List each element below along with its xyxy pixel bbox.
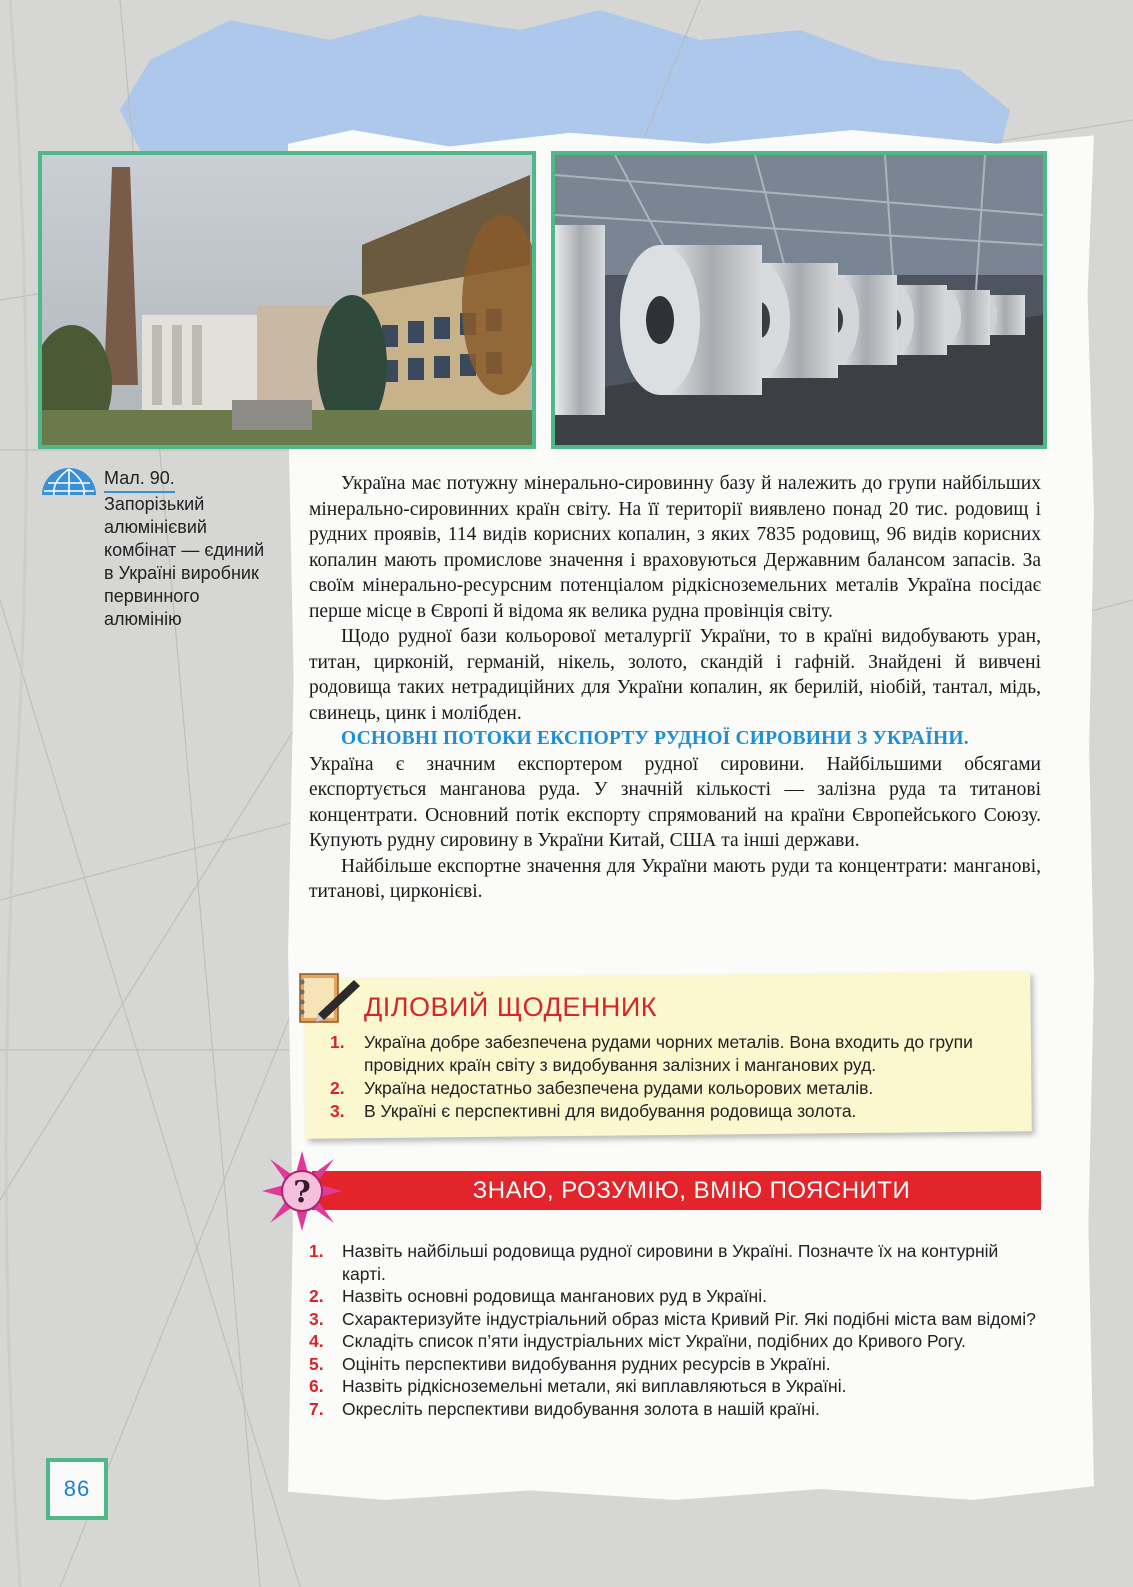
questions-list xyxy=(309,1240,1043,1420)
page-number: 86 xyxy=(46,1458,108,1520)
paragraph: Щодо рудної бази кольорової металургії України, то в країні видобувають уран, титан, цирконій, германій, нікель, золото, скандій і гафній. Знайдені й вивчені родовища таких нетрадиційних для України копалин, як берилій, ніобій, тантал, мідь, свинець, цинк і молібден. xyxy=(309,626,1041,724)
item-text: Оцініть перспективи видобування рудних ресурсів в Україні. xyxy=(342,1353,831,1374)
item-text: Складіть список п’яти індустріальних міст України, подібних до Кривого Рогу. xyxy=(342,1331,966,1351)
item-number: 1. xyxy=(330,1032,345,1052)
item-number: 1. xyxy=(309,1241,324,1261)
item-text: Схарактеризуйте індустріальний образ міста Кривий Ріг. Які подібні міста вам відомі? xyxy=(342,1308,1036,1329)
questions-banner-title: ЗНАЮ, РОЗУМІЮ, ВМІЮ ПОЯСНИТИ xyxy=(472,1177,911,1204)
list-item xyxy=(309,1240,1043,1285)
item-number: 5. xyxy=(309,1353,324,1374)
item-text: Україна добре забезпечена рудами чорних металів. Вона входить до групи провідних країн світу з видобування залізних і манганових руд. xyxy=(364,1032,973,1075)
svg-text:?: ? xyxy=(293,1175,311,1210)
item-text: Назвіть рідкісноземельні метали, які виплавляються в Україні. xyxy=(342,1376,847,1396)
question-star-icon xyxy=(260,1149,344,1233)
item-text: Назвіть основні родовища манганових руд в Україні. xyxy=(342,1286,767,1306)
list-item xyxy=(309,1375,1043,1398)
list-item xyxy=(309,1330,1043,1353)
item-text: В Україні є перспективні для видобування родовища золота. xyxy=(364,1101,857,1121)
section-heading: ОСНОВНІ ПОТОКИ ЕКСПОРТУ РУДНОЇ СИРОВИНИ З УКРАЇНИ. xyxy=(341,728,969,749)
paragraph: Україна є значним експортером рудної сировини. Найбільшими обсягами експортується манганова руда. У значній кількості — залізна руда та титанові концентрати. Основний потік експорту спрямований на країни Європейського Союзу. Купують рудну сировину в України Китай, США та інші держави. xyxy=(309,753,1041,851)
item-number: 2. xyxy=(330,1078,345,1098)
photo-aluminium-coils xyxy=(551,151,1047,449)
item-number: 7. xyxy=(309,1398,324,1419)
list-item xyxy=(309,1353,1043,1376)
notebook-title: ДІЛОВИЙ ЩОДЕННИК xyxy=(364,992,657,1022)
item-text: Україна недостатньо забезпечена рудами кольорових металів. xyxy=(364,1078,874,1098)
item-number: 2. xyxy=(309,1286,324,1306)
figure-caption-text: Запорізький алюмінієвий комбінат — єдиний в Україні виробник первинного алюмінію xyxy=(104,494,265,629)
body-text xyxy=(309,471,1041,905)
item-text: Окресліть перспективи видобування золота в нашій країні. xyxy=(342,1398,820,1419)
figure-caption xyxy=(104,467,269,631)
section-heading-paragraph xyxy=(309,726,1041,752)
item-number: 3. xyxy=(330,1101,345,1121)
paragraph: Найбільше експортне значення для України мають руди та концентрати: манганові, титанові, цирконієві. xyxy=(309,855,1041,902)
paragraph: Україна має потужну мінерально-сировинну базу й належить до групи найбільших мінерально-сировинних країн світу. На її території виявлено понад 20 тис. родовищ і рудних проявів, 114 видів корисних копалин, з яких 7835 родовищ, 96 видів корисних копалин мають промислове значення і враховуються Державним балансом запасів. За своїм мінерально-ресурсним потенціалом рідкісноземельних металів Україна посідає перше місце в Європі й відома як велика рудна провінція світу. xyxy=(309,473,1041,622)
notebook-list xyxy=(330,1031,1000,1123)
photo-aluminium-plant xyxy=(38,151,536,449)
list-item xyxy=(330,1100,1000,1123)
figure-number: Мал. 90. xyxy=(104,467,175,493)
item-text: Назвіть найбільші родовища рудної сировини в Україні. Позначте їх на контурній карті. xyxy=(342,1241,999,1284)
list-item xyxy=(309,1308,1043,1331)
list-item xyxy=(309,1398,1043,1421)
item-number: 3. xyxy=(309,1308,324,1329)
list-item xyxy=(330,1031,1000,1077)
item-number: 4. xyxy=(309,1331,324,1351)
list-item xyxy=(309,1285,1043,1308)
list-item xyxy=(330,1077,1000,1100)
item-number: 6. xyxy=(309,1376,324,1396)
globe-icon xyxy=(40,463,98,495)
notebook-pen-icon xyxy=(296,970,362,1026)
